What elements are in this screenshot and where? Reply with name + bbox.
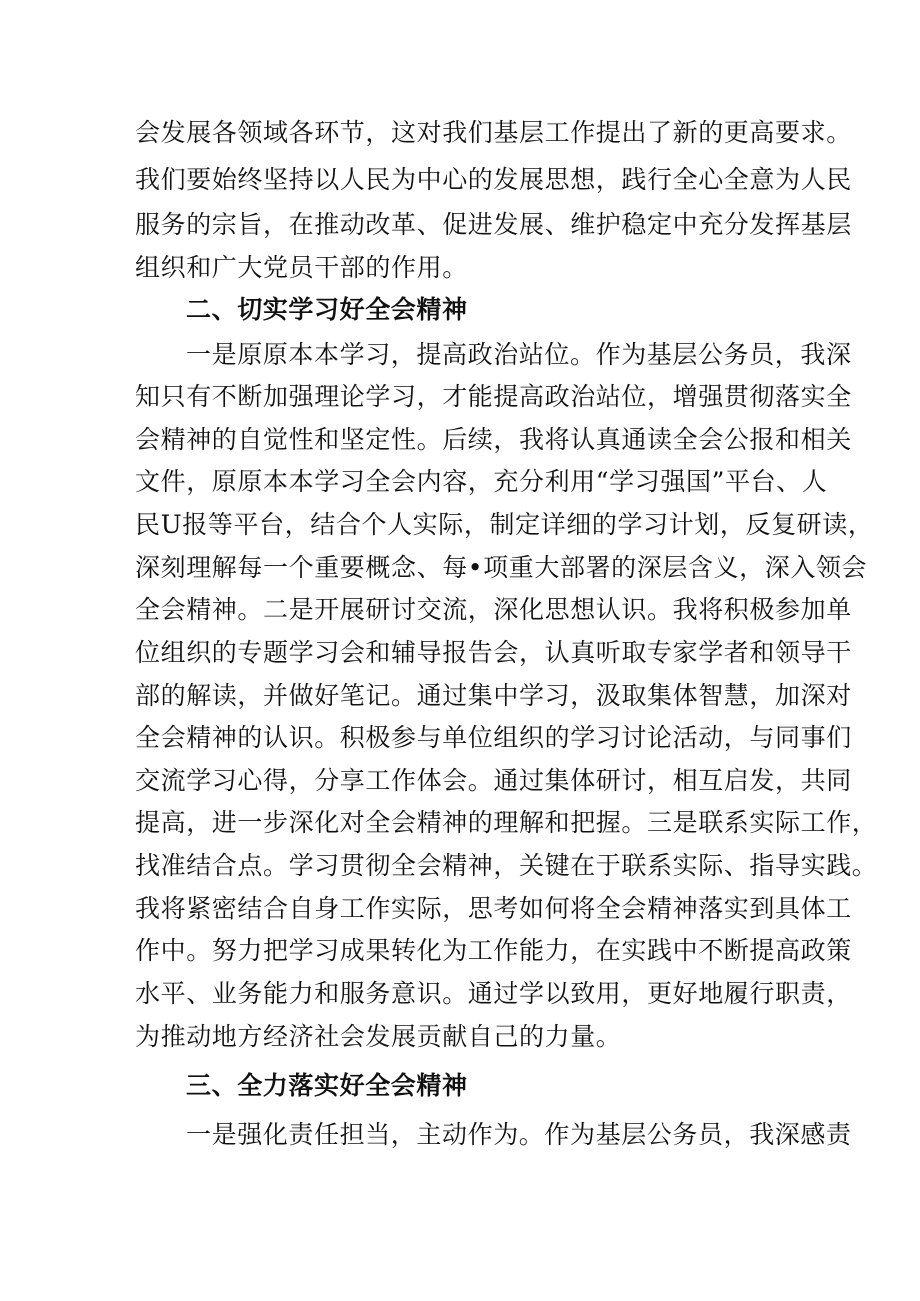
text-line: 全会精神的认识。积极参与单位组织的学习讨论活动，与同事们 — [135, 723, 852, 752]
text-line: 知只有不断加强理论学习，才能提高政治站位，增强贯彻落实全 — [135, 382, 852, 411]
text-line: 交流学习心得，分享工作体会。通过集体研讨，相互启发，共同 — [135, 766, 852, 795]
text-line: 为推动地方经济社会发展贡献自己的力量。 — [135, 1022, 622, 1051]
text-line: 找准结合点。学习贯彻全会精神，关键在于联系实际、指导实践。 — [135, 851, 878, 880]
text-line: 部的解读，并做好笔记。通过集中学习，汲取集体智慧，加深对 — [135, 681, 852, 710]
text-line: 位组织的专题学习会和辅导报告会，认真听取专家学者和领导干 — [135, 638, 852, 667]
text-line: 组织和广大党员干部的作用。 — [135, 253, 468, 282]
text-line: 我们要始终坚持以人民为中心的发展思想，践行全心全意为人民 — [135, 165, 852, 194]
text-line: 一是强化责任担当，主动作为。作为基层公务员，我深感责 — [186, 1120, 852, 1149]
text-line: 水平、业务能力和服务意识。通过学以致用，更好地履行职责， — [135, 979, 852, 1008]
text-line: 提高，进一步深化对全会精神的理解和把握。三是联系实际工作， — [135, 808, 878, 837]
text-line: 民U报等平台，结合个人实际，制定详细的学习计划，反复研读， — [135, 510, 874, 539]
text-line: 会发展各领域各环节，这对我们基层工作提出了新的更高要求。 — [135, 118, 852, 147]
text-line: 一是原原本本学习，提高政治站位。作为基层公务员，我深 — [186, 340, 852, 369]
text-line: 全会精神。二是开展研讨交流，深化思想认识。我将积极参加单 — [135, 595, 852, 624]
text-line: 文件，原原本本学习全会内容，充分利用“学习强国”平台、人 — [135, 467, 828, 496]
section-heading: 三、全力落实好全会精神 — [186, 1071, 468, 1100]
text-line: 会精神的自觉性和坚定性。后续，我将认真通读全会公报和相关 — [135, 425, 852, 454]
text-line: 我将紧密结合自身工作实际，思考如何将全会精神落实到具体工 — [135, 894, 852, 923]
section-heading: 二、切实学习好全会精神 — [186, 295, 468, 324]
text-line: 服务的宗旨，在推动改革、促进发展、维护稳定中充分发挥基层 — [135, 210, 852, 239]
text-line: 作中。努力把学习成果转化为工作能力，在实践中不断提高政策 — [135, 936, 852, 965]
text-line: 深刻理解每一个重要概念、每•项重大部署的深层含义，深入领会 — [135, 553, 868, 582]
